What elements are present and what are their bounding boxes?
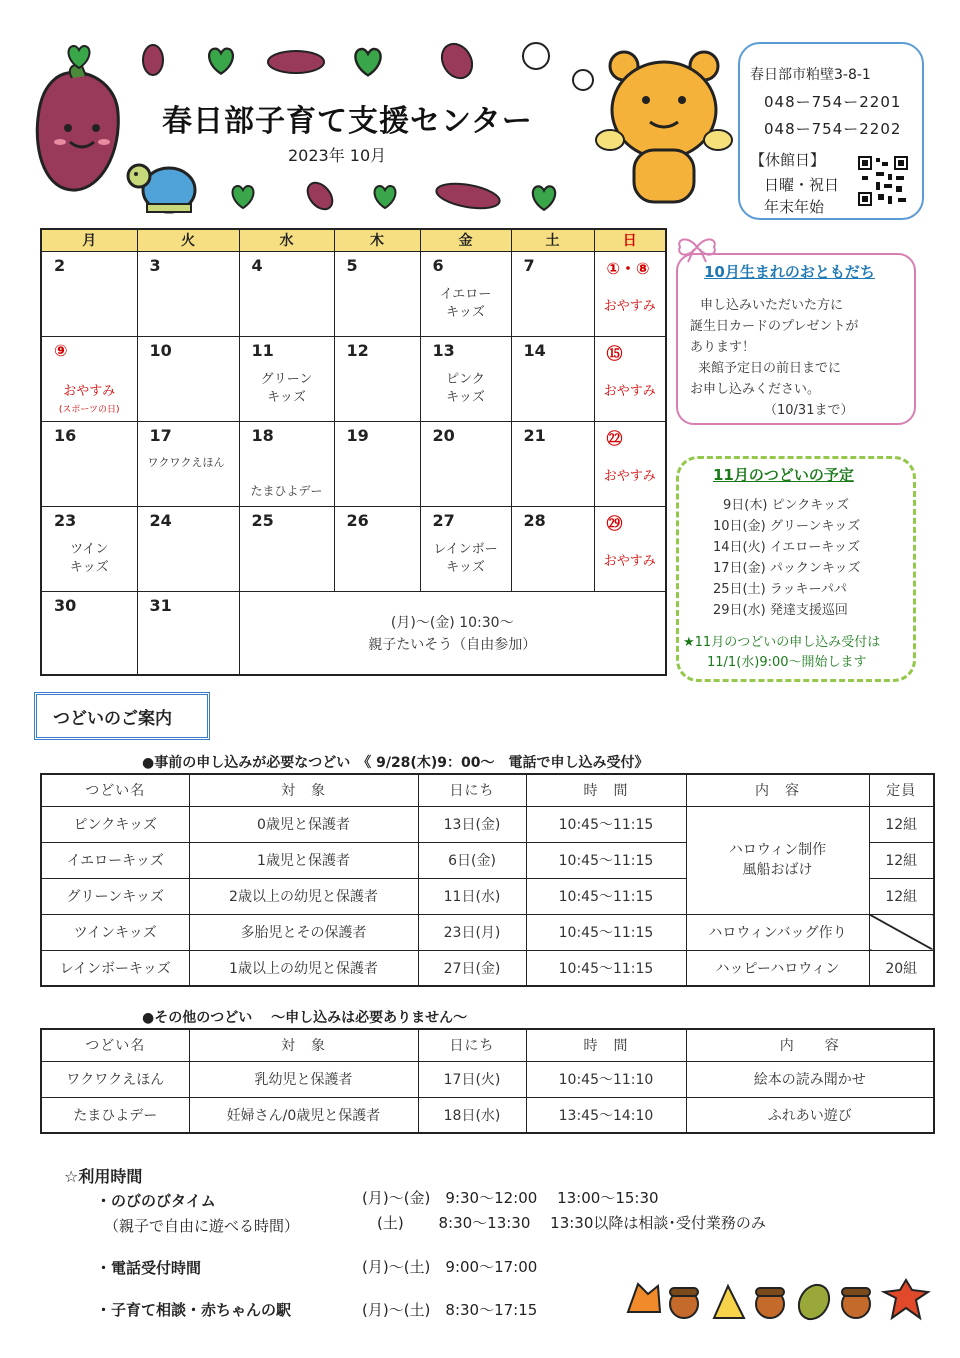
calendar-day: [511, 336, 594, 421]
calendar-day: [41, 591, 137, 675]
november-item: 9日(木) ピンクキッズ: [723, 498, 850, 513]
event-date: 18日(水): [418, 1097, 526, 1133]
page-subtitle: 2023年 10月: [288, 146, 387, 165]
closed-label: おやすみ: [603, 553, 656, 569]
event-date: 27日(金): [418, 950, 526, 986]
table-row: [41, 950, 934, 986]
event-capacity: 12組: [869, 878, 934, 914]
sweet-potato-character-icon: [26, 58, 130, 198]
event-target: 多胎児とその保護者: [189, 914, 418, 950]
calendar-day: [420, 506, 511, 591]
day-number: ⑮: [606, 343, 623, 363]
calendar-week: [41, 506, 666, 591]
day-number: ⑨: [54, 340, 68, 360]
calendar-day: [334, 421, 420, 506]
turtle-icon: [125, 152, 197, 218]
event-name: グリーンキッズ: [41, 878, 189, 914]
leaf-icon: [350, 44, 386, 78]
birthday-box: [676, 253, 916, 425]
event-date: 23日(月): [418, 914, 526, 950]
hours-value: (月)～(土) 8:30～17:15: [362, 1301, 538, 1319]
calendar-day-sunday: [594, 421, 666, 506]
october-calendar: [40, 228, 667, 676]
table-row: [41, 914, 934, 950]
day-number: 6: [432, 255, 444, 275]
calendar-note-line: 親子たいそう（自由参加）: [368, 636, 537, 653]
table-row: [41, 1097, 934, 1133]
leaf-icon: [64, 42, 94, 70]
leaf-icon: [228, 182, 258, 210]
calendar-day: [41, 421, 137, 506]
hours-heading: ☆利用時間: [64, 1167, 143, 1186]
day-number: 4: [251, 255, 263, 275]
birthday-title: 10月生まれのおともだち: [704, 263, 875, 281]
header: [0, 0, 960, 225]
event-date: 6日(金): [418, 842, 526, 878]
event-name: ツインキッズ: [41, 914, 189, 950]
event-time: 10:45～11:10: [526, 1061, 686, 1097]
november-item: 29日(水) 発達支援巡回: [713, 603, 848, 618]
calendar-day: [334, 251, 420, 336]
event-label: ワクワクえほん: [147, 455, 225, 469]
event-label: ツイン キッズ: [69, 541, 109, 575]
birthday-line: 申し込みいただいた方に: [700, 298, 844, 313]
day-number: 31: [149, 595, 172, 615]
calendar-day: [239, 336, 334, 421]
bear-mascot-icon: [590, 40, 738, 212]
day-number: 19: [346, 425, 369, 445]
calendar-day: [420, 421, 511, 506]
column-header: 対 象: [189, 774, 418, 806]
birthday-line: 誕生日カードのプレゼントが: [690, 319, 859, 334]
day-number: 13: [432, 340, 455, 360]
holiday-heading: 【休館日】: [750, 151, 826, 169]
phone-1[interactable]: 048ー754ー2201: [764, 93, 902, 111]
calendar-note: [239, 591, 666, 675]
calendar-day: [334, 506, 420, 591]
column-header: つどい名: [41, 774, 189, 806]
hours-label: ・のびのびタイム: [96, 1192, 216, 1210]
calendar-week: [41, 251, 666, 336]
day-number: ㉙: [606, 513, 623, 533]
other-events-table: [40, 1028, 935, 1134]
weekday-header: 水: [239, 229, 334, 251]
column-header: 日にち: [418, 774, 526, 806]
november-note-line: ★11月のつどいの申し込み受付は: [683, 635, 881, 650]
weekday-header: 火: [137, 229, 239, 251]
event-time: 10:45～11:15: [526, 914, 686, 950]
event-label: レインボー キッズ: [433, 541, 498, 575]
closed-label: おやすみ: [603, 298, 656, 314]
day-number: 23: [54, 510, 77, 530]
hours-value: (月)～(金) 9:30～12:00 13:00～15:30: [362, 1189, 659, 1207]
day-number: ①・⑧: [606, 258, 650, 278]
day-number: 12: [346, 340, 369, 360]
event-target: 妊婦さん/0歳児と保護者: [189, 1097, 418, 1133]
column-header: 内 容: [686, 1029, 934, 1061]
calendar-day: [137, 421, 239, 506]
event-time: 10:45～11:15: [526, 878, 686, 914]
event-label: ピンク キッズ: [446, 371, 485, 405]
day-number: 27: [432, 510, 455, 530]
day-number: 5: [346, 255, 358, 275]
column-header: 定員: [869, 774, 934, 806]
calendar-day: [420, 336, 511, 421]
day-number: 11: [251, 340, 274, 360]
birthday-line: あります！: [690, 340, 756, 355]
november-title: 11月のつどいの予定: [713, 466, 854, 484]
calendar-day: [137, 336, 239, 421]
hours-value: (月)～(土) 9:00～17:00: [362, 1258, 538, 1276]
closed-label: おやすみ: [603, 383, 656, 399]
event-date: 17日(火): [418, 1061, 526, 1097]
weekday-header: 月: [41, 229, 137, 251]
event-time: 10:45～11:15: [526, 806, 686, 842]
event-target: 0歳児と保護者: [189, 806, 418, 842]
calendar-note-line: (月)～(金) 10:30～: [390, 614, 514, 631]
column-header: 時 間: [526, 1029, 686, 1061]
birthday-line: 来館予定日の前日までに: [698, 361, 842, 376]
calendar-day: [511, 506, 594, 591]
event-content: ハロウィンバッグ作り: [686, 914, 869, 950]
day-number: 18: [251, 425, 274, 445]
holiday-line: 年末年始: [764, 198, 825, 216]
qr-code-icon[interactable]: [858, 156, 908, 206]
event-date: 13日(金): [418, 806, 526, 842]
event-capacity-empty: [869, 914, 934, 950]
event-date: 11日(水): [418, 878, 526, 914]
event-name: ピンクキッズ: [41, 806, 189, 842]
leaf-icon: [204, 44, 238, 76]
reservation-heading: ●事前の申し込みが必要なつどい 《 9/28(木)9：00～ 電話で申し込み受付》: [142, 755, 649, 771]
event-content: 絵本の読み聞かせ: [686, 1061, 934, 1097]
event-content: ハロウィン制作 風船おばけ: [686, 806, 869, 914]
november-note: [683, 633, 880, 673]
hours-label: ・子育て相談・赤ちゃんの駅: [96, 1301, 292, 1319]
event-target: 1歳児と保護者: [189, 842, 418, 878]
day-number: 16: [54, 425, 77, 445]
event-content: ふれあい遊び: [686, 1097, 934, 1133]
day-number: 3: [149, 255, 161, 275]
event-time: 10:45～11:15: [526, 842, 686, 878]
sweet-potato-icon: [432, 178, 504, 214]
calendar-day: [420, 251, 511, 336]
hours-value: (土) 8:30～13:30 13:30以降は相談･受付業務のみ: [362, 1214, 766, 1232]
event-target: 2歳以上の幼児と保護者: [189, 878, 418, 914]
page-title: 春日部子育て支援センター: [162, 104, 533, 139]
november-item: 14日(火) イエローキッズ: [713, 540, 861, 555]
column-header: つどい名: [41, 1029, 189, 1061]
day-number: ㉒: [606, 428, 623, 448]
event-capacity: 12組: [869, 806, 934, 842]
calendar-day: [137, 506, 239, 591]
hours-sublabel: （親子で自由に遊べる時間）: [104, 1217, 300, 1235]
column-header: 日にち: [418, 1029, 526, 1061]
closed-label: おやすみ: [603, 468, 656, 484]
day-number: 7: [523, 255, 535, 275]
phone-2[interactable]: 048ー754ー2202: [764, 120, 902, 138]
holiday-note: (スポーツの日): [58, 404, 120, 415]
event-label: イエロー キッズ: [439, 286, 492, 320]
event-label: たまひよデー: [250, 483, 323, 498]
reservation-events-table: [40, 773, 935, 987]
address: 春日部市粕壁3-8-1: [750, 67, 871, 83]
calendar-day: [239, 251, 334, 336]
column-header: 内 容: [686, 774, 869, 806]
weekday-header-sunday: 日: [594, 229, 666, 251]
november-schedule-box: [676, 456, 916, 682]
section-title-tsudoi: つどいのご案内: [34, 692, 210, 740]
column-header: 時 間: [526, 774, 686, 806]
other-events-heading: ●その他のつどい ～申し込みは必要ありません～: [142, 1010, 468, 1026]
weekday-header: 金: [420, 229, 511, 251]
sweet-potato-icon: [264, 46, 328, 78]
weekday-header: 土: [511, 229, 594, 251]
calendar-day-sunday: [594, 251, 666, 336]
calendar-week: [41, 421, 666, 506]
calendar-day: [41, 506, 137, 591]
day-number: 17: [149, 425, 172, 445]
event-time: 10:45～11:15: [526, 950, 686, 986]
leaf-icon: [370, 182, 400, 210]
hours-label: ・電話受付時間: [96, 1259, 202, 1277]
day-number: 30: [54, 595, 77, 615]
day-number: 10: [149, 340, 172, 360]
birthday-line: （10/31まで）: [764, 403, 854, 418]
november-list: [689, 495, 861, 621]
calendar-day: [137, 591, 239, 675]
calendar-day: [334, 336, 420, 421]
table-row: [41, 806, 934, 842]
calendar-day: [511, 251, 594, 336]
weekday-header: 木: [334, 229, 420, 251]
sweet-potato-icon: [138, 42, 168, 78]
event-capacity: 20組: [869, 950, 934, 986]
calendar-week: [41, 336, 666, 421]
november-item: 25日(土) ラッキーパパ: [713, 582, 847, 597]
calendar-day: [511, 421, 594, 506]
sweet-potato-icon: [432, 40, 482, 82]
table-row: [41, 1061, 934, 1097]
event-time: 13:45～14:10: [526, 1097, 686, 1133]
calendar-day: [239, 421, 334, 506]
event-name: レインボーキッズ: [41, 950, 189, 986]
leaf-icon: [528, 182, 560, 212]
calendar-day: [239, 506, 334, 591]
column-header: 対 象: [189, 1029, 418, 1061]
day-number: 14: [523, 340, 546, 360]
holiday-line: 日曜・祝日: [764, 176, 840, 194]
november-item: 17日(金) パックンキッズ: [713, 561, 861, 576]
day-number: 21: [523, 425, 546, 445]
day-number: 25: [251, 510, 274, 530]
event-content: ハッピーハロウィン: [686, 950, 869, 986]
event-label: グリーン キッズ: [260, 371, 313, 405]
event-name: たまひよデー: [41, 1097, 189, 1133]
closed-label: おやすみ: [63, 383, 116, 399]
event-name: イエローキッズ: [41, 842, 189, 878]
event-target: 1歳以上の幼児と保護者: [189, 950, 418, 986]
november-item: 10日(金) グリーンキッズ: [713, 519, 861, 534]
birthday-line: お申し込みください。: [690, 382, 821, 397]
november-note-line: 11/1(水)9:00～開始します: [707, 655, 867, 670]
calendar-day-sunday: [594, 336, 666, 421]
event-target: 乳幼児と保護者: [189, 1061, 418, 1097]
calendar-day-sunday: [594, 506, 666, 591]
sweet-potato-icon: [302, 178, 338, 214]
event-capacity: 12組: [869, 842, 934, 878]
flower-icon: [520, 40, 552, 72]
day-number: 24: [149, 510, 172, 530]
day-number: 2: [54, 255, 66, 275]
calendar-day: [41, 251, 137, 336]
event-name: ワクワクえほん: [41, 1061, 189, 1097]
day-number: 26: [346, 510, 369, 530]
autumn-leaves-icon: [624, 1278, 934, 1324]
day-number: 20: [432, 425, 455, 445]
calendar-day: [41, 336, 137, 421]
day-number: 28: [523, 510, 546, 530]
birthday-text: [690, 295, 858, 421]
calendar-day: [137, 251, 239, 336]
